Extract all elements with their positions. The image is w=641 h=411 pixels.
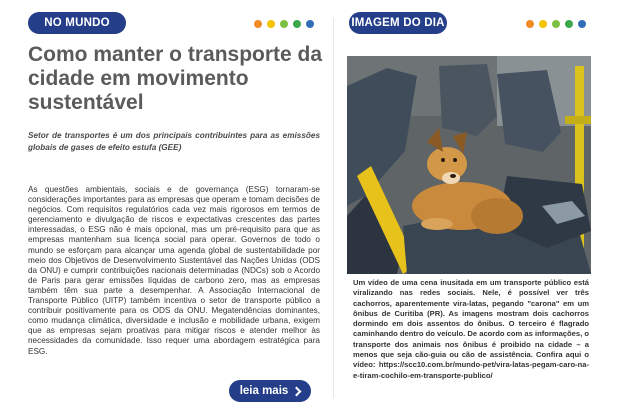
photo-caption: Um vídeo de uma cena inusitada em um transporte público está viralizando nas redes sociais. Nele, é possível ver três cachorros, aparentemente vira-latas, pegando "carona" em um ônibus de Curitiba (PR). As imagens mostram dois cachorros dormindo em dois assentos do ônibus. O terceiro é flagrado caminhando dentro do veículo. De acordo com as informações, o transporte dos animais nos ônibus é proibido na cidade – a menos que seja cão-guia ou cão de assistência. Confira aqui o vídeo: https://scc10.com.br/mundo-pet/vira-latas-pegam-caro-na-e-tiram-cochilo-em-transporte-publico/ bbox=[353, 278, 589, 380]
dot-yellow bbox=[539, 20, 547, 28]
dot-blue bbox=[578, 20, 586, 28]
no-mundo-section bbox=[22, 8, 324, 406]
decorative-dots bbox=[254, 20, 314, 28]
article-headline[interactable]: Como manter o transporte da cidade em movimento sustentável bbox=[28, 43, 323, 114]
section-badge: NO MUNDO bbox=[28, 12, 126, 34]
dog-on-bus-photo[interactable] bbox=[347, 56, 591, 274]
dot-light-green bbox=[552, 20, 560, 28]
chevron-right-icon bbox=[292, 387, 302, 397]
read-more-label: leia mais bbox=[239, 385, 289, 397]
imagem-do-dia-section bbox=[343, 8, 623, 406]
column-divider bbox=[333, 18, 334, 398]
article-body: As questões ambientais, sociais e de governança (ESG) tornaram-se considerações importantes para as empresas que operam e tomam decisões de negócios. Com requisitos regulatórios cada vez mais rigorosos em termos de gerenciamento e divulgação de riscos e expectativas crescentes das partes interessadas, o ESG não é mais opcional, mas um pré-requisito para que as empresas mantenham sua licença social para operar. Governos de todo o mundo se esforçam para alcançar uma agenda global de sustentabilidade por meio dos Objetivos de Desenvolvimento Sustentável das Nações Unidas (ODS da ONU) e cumprir contribuições nacionais determinadas (NDCs) sob o Acordo de Paris para gerar emissões líquidas de carbono zero, mas as empresas também têm sua parte a desempenhar. A Associação Internacional de Transporte Público (UITP) também incentiva o setor de transporte público a contribuir positivamente para os ODS da ONU. Megatendências dominantes, como mudança climática, diversidade e inclusão e mobilidade urbana, exigem que as empresas sejam proativas para mitigar riscos e atender melhor às necessidades da comunidade. Isso requer uma abordagem estratégica para ESG. bbox=[28, 185, 320, 356]
dot-blue bbox=[306, 20, 314, 28]
photo-illustration bbox=[347, 56, 591, 274]
dot-green bbox=[293, 20, 301, 28]
decorative-dots bbox=[526, 20, 586, 28]
dot-orange bbox=[526, 20, 534, 28]
read-more-button[interactable] bbox=[229, 380, 311, 402]
article-subhead: Setor de transportes é um dos principais contribuintes para as emissões globais de gases de efeito estufa (GEE) bbox=[28, 131, 320, 152]
dot-orange bbox=[254, 20, 262, 28]
dot-yellow bbox=[267, 20, 275, 28]
dot-green bbox=[565, 20, 573, 28]
dot-light-green bbox=[280, 20, 288, 28]
section-badge: IMAGEM DO DIA bbox=[349, 12, 447, 34]
